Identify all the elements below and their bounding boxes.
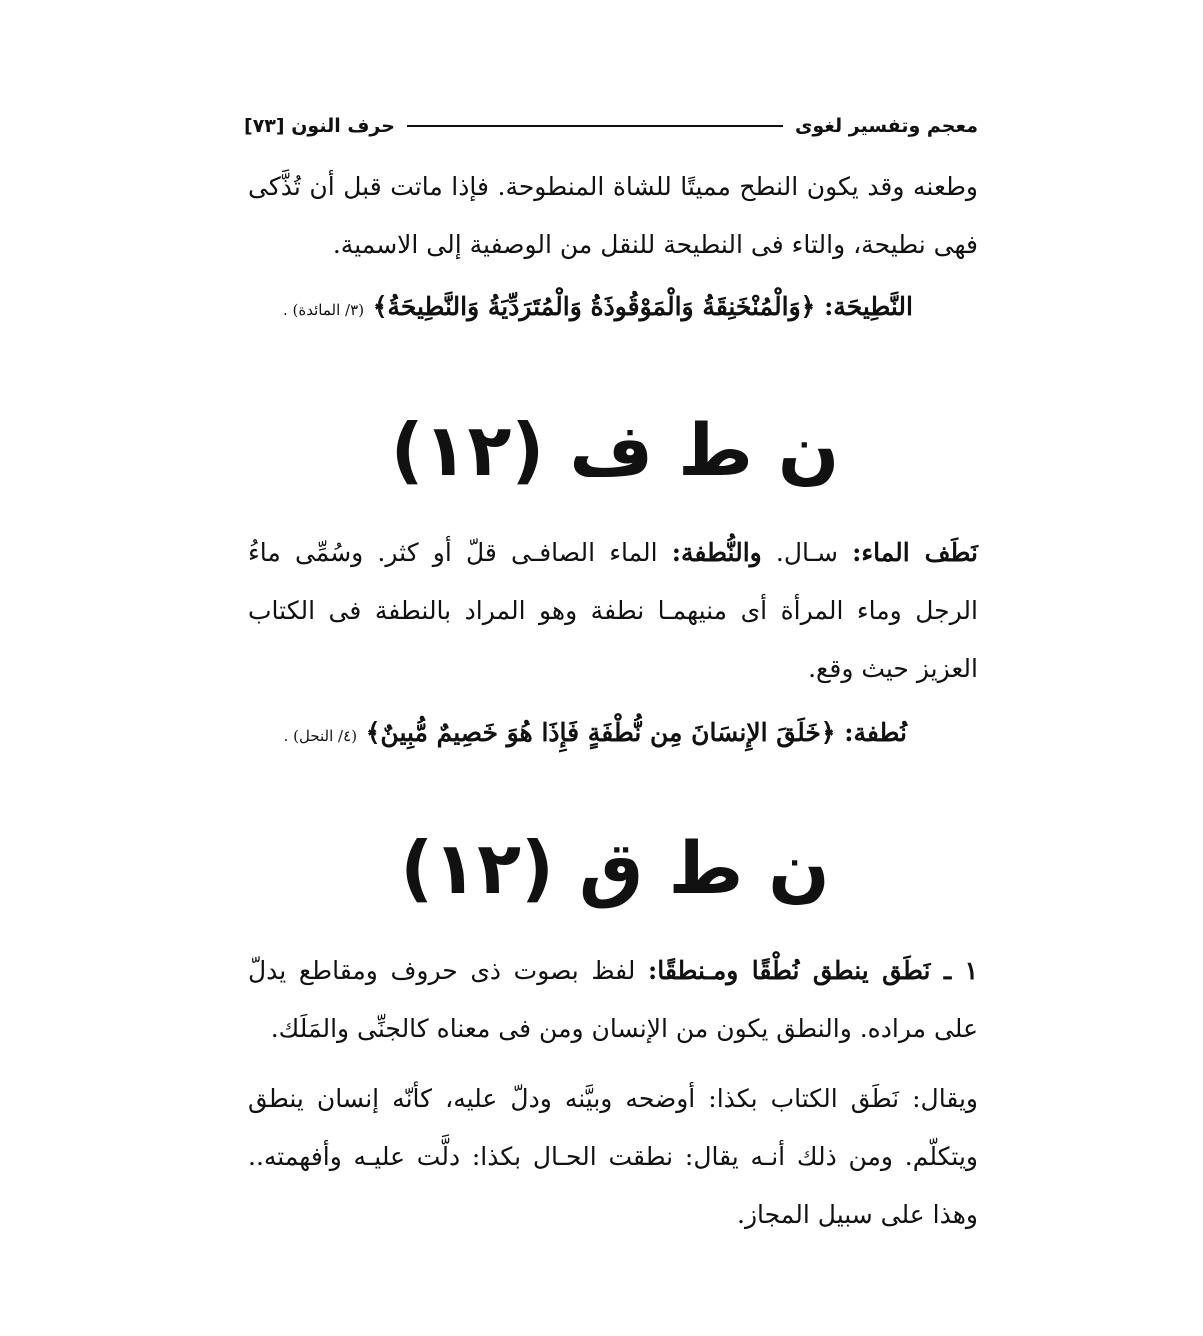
- quote-reference: (٣/ المائدة) .: [283, 301, 365, 319]
- paragraph-natih: وطعنه وقد يكون النطح مميتًا للشاة المنطوحة. فإذا ماتت قبل أن تُذَّكى فهى نطيحة، والتاء فى النطيحة للنقل من الوصفية إلى الاسمية.: [248, 172, 978, 259]
- quote-text: ﴿وَالْمُنْخَنِقَةُ وَالْمَوْقُوذَةُ وَالْمُتَرَدِّيَةُ وَالنَّطِيحَةُ﴾: [372, 292, 816, 321]
- quote-reference: (٤/ النحل) .: [283, 727, 358, 745]
- root-heading-ntf: ن ط ف (١٢): [390, 408, 840, 492]
- paragraph-nutfa: [248, 524, 978, 698]
- paragraph-nataqa: [248, 942, 978, 1058]
- book-title: معجم وتفسير لغوى: [794, 115, 978, 137]
- text-fragment: الماء الصافـى قلّ أو كثر. وسُمِّى ماءُ الرجل وماء المرأة أى منيهمـا نطفة وهو المراد بالنطفة فى الكتاب العزيز حيث وقع.: [248, 538, 978, 683]
- quote-term: النَّطِيحَة:: [824, 292, 913, 321]
- term-nataqa: ١ ـ نَطَق ينطق نُطْقًا ومـنطقًا:: [648, 956, 978, 985]
- text-fragment: لفظ بصوت ذى حروف ومقاطع يدلّ على مراده. والنطق يكون من الإنسان ومن فى معناه كالجنِّى والمَلَك.: [248, 956, 978, 1043]
- quran-quote-natiha: [283, 292, 913, 321]
- term-natafa: نَطَف الماء:: [852, 538, 978, 567]
- running-header: [244, 108, 978, 144]
- section-label: حرف النون [٧٣]: [244, 115, 395, 137]
- text-fragment: سـال.: [761, 538, 853, 567]
- root-heading-ntq: ن ط ق (١٢): [400, 826, 830, 910]
- quran-quote-nutfa: [284, 718, 907, 747]
- paragraph-yuqal: ويقال: نَطَق الكتاب بكذا: أوضحه وبيَّنه ودلّ عليه، كأنّه إنسان ينطق ويتكلّم. ومن ذلك أنـه يقال: نطقت الحـال بكذا: دلَّت عليـه وأفهمته.. وهذا على سبيل المجاز.: [248, 1084, 978, 1229]
- header-rule: [407, 125, 783, 127]
- quote-term: نُطفة:: [844, 718, 907, 747]
- quote-text: ﴿خَلَقَ الإِنسَانَ مِن نُّطْفَةٍ فَإِذَا هُوَ خَصِيمٌ مُّبِينٌ﴾: [365, 718, 836, 747]
- term-nutfa: والنُّطفة:: [671, 538, 762, 567]
